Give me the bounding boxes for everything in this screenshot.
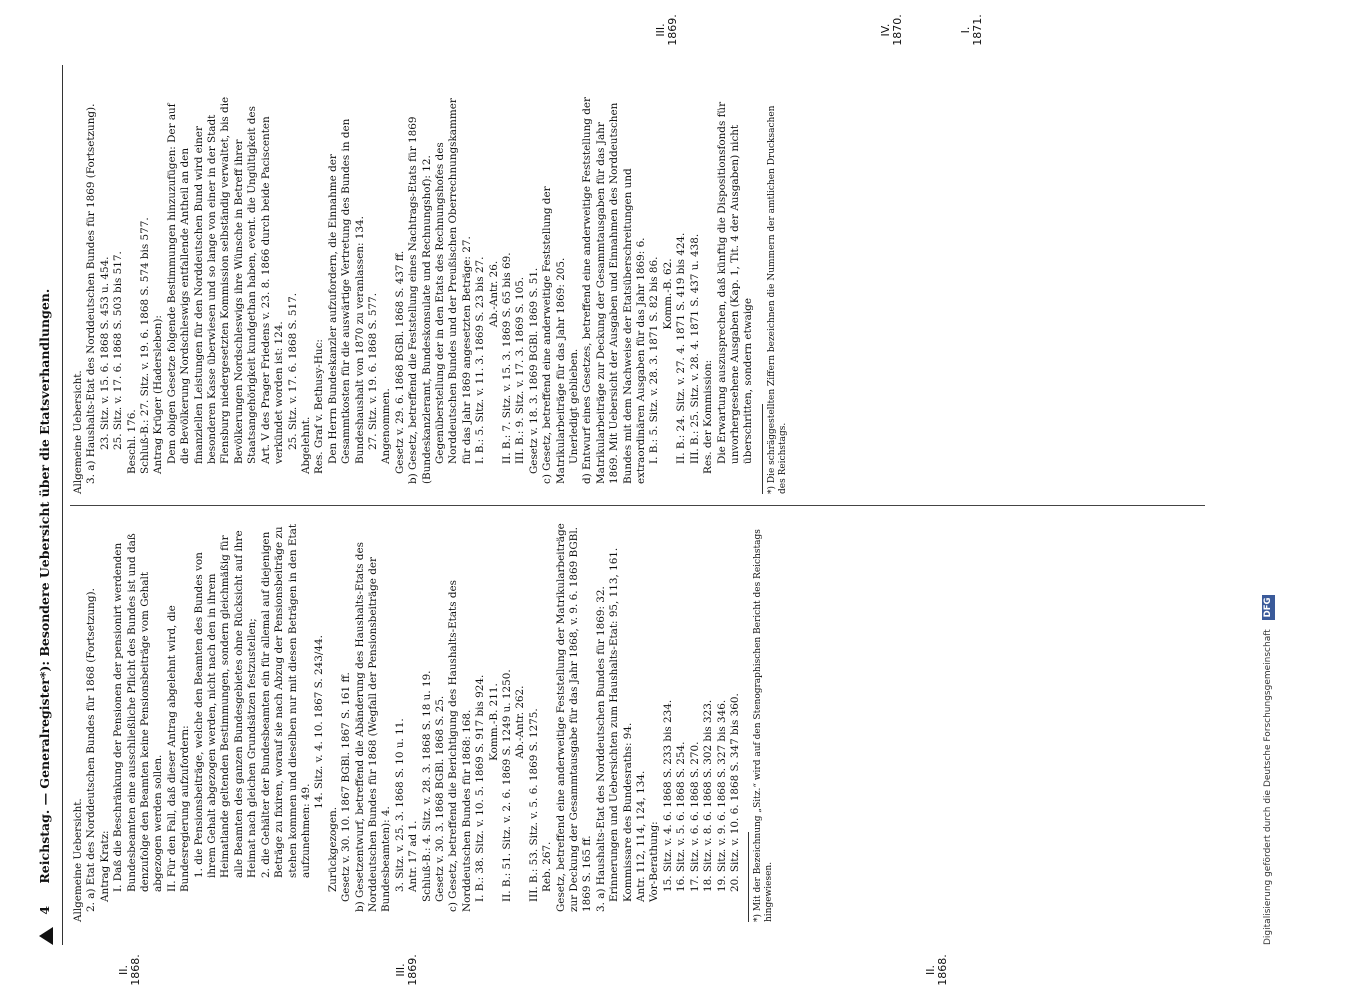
- margin-note-left-3: II. 1868.: [924, 954, 949, 986]
- entry: b) Gesetz, betreffend die Feststellung eines Nachtrags-Etats für 1869 (Bundeskanzleramt, Bundeskonsulate und Rechnungshof): 12.: [407, 116, 433, 484]
- entry: I. Daß die Beschränkung der Pensionen der pensionirt werdenden Bundesbeamten eine ausschließliche Pflicht des Bundes ist und daß denzufolge den Beamten keine Pensionsbeiträge vom Gehalt abgezogen werden sollen.: [112, 533, 165, 892]
- entry: Komm.-B. 62.: [661, 258, 674, 330]
- entry: 3. a) Haushalts-Etat des Norddeutschen Bundes für 1869 (Fortsetzung).: [85, 103, 98, 484]
- entry: Den Herrn Bundeskanzler aufzufordern, die Einnahme der Gesammtkosten für die auswärtige Vertretung des Bundes in den Bundeshaushalt von 1870 zu veranlassen: 134.: [326, 118, 366, 464]
- entry: 2. a) Etat des Norddeutschen Bundes für 1868 (Fortsetzung).: [85, 588, 98, 912]
- entry: II. B.: 51. Sitz. v. 2. 6. 1869 S. 1249 u. 1250.: [501, 669, 513, 902]
- section-heading: Allgemeine Uebersicht.: [72, 370, 84, 494]
- entry: 15. Sitz. v. 4. 6. 1868 S. 233 bis 234.: [661, 699, 674, 892]
- entry: 25. Sitz. v. 17. 6. 1868 S. 517.: [286, 292, 299, 450]
- entry: 20. Sitz. v. 10. 6. 1868 S. 347 bis 360.: [728, 693, 741, 892]
- entry: Res. der Kommission:: [702, 359, 715, 474]
- section-heading: Allgemeine Uebersicht.: [72, 798, 84, 922]
- entry: Erinnerungen und Uebersichten zum Haushalts-Etat: 95, 113, 161.: [608, 547, 621, 902]
- margin-note-left-2: III. 1869.: [394, 954, 419, 986]
- entry: Unerledigt geblieben.: [568, 348, 581, 464]
- footnote-rule: [748, 832, 749, 922]
- entry: Kommissare des Bundesraths: 94.: [621, 722, 634, 902]
- margin-note-right-1: III. 1869.: [654, 14, 679, 46]
- entry: Komm.-B. 211.: [487, 683, 500, 761]
- entry: Abgelehnt.: [299, 416, 312, 474]
- entry: Gegenüberstellung der in den Etats des Rechnungshofes des Norddeutschen Bundes und der Preußischen Oberrechnungskammer für das Jahr 1869 angesetzten Beträge: 27.: [433, 98, 473, 464]
- entry: 14. Sitz. v. 4. 10. 1867 S. 243/44.: [313, 635, 326, 809]
- margin-note-right-2: IV. 1870.: [879, 14, 904, 46]
- credit-text: Digitalisierung gefördert durch die Deutsche Forschungsgemeinschaft: [1263, 629, 1273, 945]
- entry: Vor-Berathung:: [648, 821, 661, 902]
- entry: Res. Graf v. Bethusy-Huc:: [313, 339, 326, 474]
- entry: II. B.: 7. Sitz. v. 15. 3. 1869 S. 65 bis 69.: [501, 252, 513, 464]
- margin-note-left-1: II. 1868.: [117, 954, 142, 986]
- entry: c) Gesetz, betreffend die Berichtigung des Haushalts-Etats des Norddeutschen Bundes für 1868: 168.: [447, 580, 473, 912]
- entry: Gesetz v. 18. 3. 1869 BGBl. 1869 S. 51.: [527, 267, 540, 474]
- entry: Dem obigen Gesetze folgende Bestimmungen hinzuzufügen: Der auf die Bevölkerung Nordschleswigs entfallende Antheil an den finanziellen Leistungen für den Norddeutschen Bund wird einer besonderen Kasse überwiesen und so lange von einer in der Stadt Flensburg niedergesetzten Kommission selbständig verwaltet, bis die Bevölkerungen Nordschleswigs ihre Wünsche in Betreff ihrer Staatsangehörigkeit kundgethan haben, event. die Ungültigkeit des Art. V des Prager Friedens v. 23. 8. 1866 durch beide Paciscenten verkündet worden ist: 124.: [165, 96, 286, 464]
- margin-note-right-3: I. 1871.: [959, 14, 984, 46]
- entry: 3. a) Haushalts-Etat des Norddeutschen Bundes für 1869: 32.: [594, 586, 607, 912]
- page-title: Reichstag. — Generalregister*): Besondere Uebersicht über die Etatsverhandlungen.: [37, 288, 52, 884]
- entry: 2. die Gehälter der Bundesbeamten ein für allemal auf diejenigen Beträge zu fixiren, worauf sie nach Abzug der Pensionsbeiträge zu stehen kommen und dieselben nur mit diesen Beträgen in den Etat aufzunehmen: 49.: [259, 523, 312, 878]
- entry: Schluß-B.: 27. Sitz. v. 19. 6. 1868 S. 574 bis 577.: [139, 217, 152, 474]
- column-separator: [70, 505, 1205, 506]
- entry: II. B.: 24. Sitz. v. 27. 4. 1871 S. 419 bis 424.: [675, 232, 688, 464]
- entry: Zurückgezogen.: [326, 806, 339, 892]
- entry: 1. die Pensionsbeiträge, welche den Beamten des Bundes von ihrem Gehalt abgezogen werden, nicht nach den in ihrem Heimatlande geltenden Bestimmungen, sondern gleichmäßig für alle Beamten des ganzen Bundesgebietes ohne Rücksicht auf ihre Heimat nach gleichen Grundsätzen festzustellen;: [192, 530, 259, 878]
- footnote-rule: [762, 404, 763, 494]
- entry: Antrag Kratz:: [98, 830, 111, 902]
- entry: I. B.: 38. Sitz. v. 10. 5. 1869 S. 917 bis 924.: [474, 674, 487, 902]
- entry: 19. Sitz. v. 9. 6. 1868 S. 327 bis 346.: [715, 699, 728, 892]
- running-head: [38, 65, 60, 945]
- entry: Reb. 267.: [541, 841, 554, 892]
- header-rule: [62, 65, 63, 945]
- entry: 27. Sitz. v. 19. 6. 1868 S. 577.: [366, 292, 379, 450]
- entry: I. B.: 5. Sitz. v. 28. 3. 1871 S. 82 bis 86.: [648, 256, 661, 464]
- entry: Gesetz, betreffend eine anderweitige Feststellung der Matrikularbeiträge zur Deckung der Gesammtausgabe für das Jahr 1868, v. 9. 6. 1869 BGBl. 1869 S. 165 ff.: [554, 523, 594, 912]
- entry: 3. Sitz. v. 25. 3. 1868 S. 10 u. 11.: [393, 718, 406, 892]
- entry: b) Gesetzentwurf, betreffend die Abänderung des Haushalts-Etats des Norddeutschen Bundes für 1868 (Wegfall der Pensionsbeiträge der Bundesbeamten): 4.: [353, 542, 393, 912]
- entry: d) Entwurf eines Gesetzes, betreffend eine anderweitige Feststellung der Matrikularbeiträge zur Deckung der Gesammtausgaben für das Jahr 1869. Mit Uebersicht der Ausgaben und Einnahmen des Norddeutschen Bundes mit dem Nachweise der Etatsüberschreitungen und extraordinären Ausgaben für das Jahr 1869: 6.: [581, 97, 648, 484]
- entry: Ab.-Antr. 26.: [487, 260, 500, 328]
- entry: Angenommen.: [380, 388, 393, 464]
- entry: Gesetz v. 30. 10. 1867 BGBl. 1867 S. 161 ff.: [340, 672, 353, 902]
- right-column: [72, 94, 789, 494]
- entry: Beschl. 176.: [125, 409, 138, 474]
- footnote: *) Die schräggestellten Ziffern bezeichnen die Nummern der amtlichen Drucksachen des Reichstags.: [766, 105, 788, 494]
- entry: III. B.: 9. Sitz. v. 17. 3. 1869 S. 105.: [514, 276, 527, 464]
- entry: II. Für den Fall, daß dieser Antrag abgelehnt wird, die Bundesregierung aufzufordern:: [165, 605, 192, 892]
- page-number: 4: [37, 905, 52, 915]
- entry: Die Erwartung auszusprechen, daß künftig die Dispositionsfonds für unvorhergesehene Ausgaben (Kap. 1, Tit. 4 der Ausgaben) nicht überschritten, sondern etwaige: [715, 101, 755, 464]
- digitization-credit: [1262, 45, 1275, 945]
- reichstag-logo-icon: [39, 927, 53, 945]
- entry: Antr. 112, 114, 124, 134.: [635, 770, 648, 902]
- entry: Gesetz v. 30. 3. 1868 BGBl. 1868 S. 25.: [433, 695, 446, 902]
- entry: Ab.-Antr. 262.: [514, 685, 527, 759]
- entry: 23. Sitz. v. 15. 6. 1868 S. 453 u. 454.: [98, 256, 111, 450]
- entry: Schluß-B.: 4. Sitz. v. 28. 3. 1868 S. 18 u. 19.: [420, 670, 433, 902]
- entry: III. B.: 53. Sitz. v. 5. 6. 1869 S. 1275.: [527, 708, 540, 902]
- entry: I. B.: 5. Sitz. v. 11. 3. 1869 S. 23 bis 27.: [474, 256, 487, 464]
- left-column: [72, 522, 775, 922]
- footnote: *) Mit der Bezeichnung „Sitz.“ wird auf den Stenographischen Bericht des Reichstags hingewiesen.: [753, 529, 775, 922]
- entry: Gesetz v. 29. 6. 1868 BGBl. 1868 S. 437 ff.: [393, 250, 406, 474]
- entry: Antr. 17 ad 1.: [407, 820, 420, 892]
- entry: 25. Sitz. v. 17. 6. 1868 S. 503 bis 517.: [112, 251, 125, 450]
- entry: 17. Sitz. v. 6. 6. 1868 S. 270.: [688, 741, 701, 892]
- entry: 16. Sitz. v. 5. 6. 1868 S. 254.: [675, 741, 688, 892]
- dfg-logo-icon: DFG: [1262, 595, 1275, 621]
- entry: c) Gesetz, betreffend eine anderweitige Feststellung der Matrikularbeiträge für das Jahr 1869: 205.: [541, 186, 567, 484]
- entry: III. B.: 25. Sitz. v. 28. 4. 1871 S. 437 u. 438.: [688, 233, 701, 464]
- entry: 18. Sitz. v. 8. 6. 1868 S. 302 bis 323.: [702, 699, 715, 892]
- entry: Antrag Krüger (Hadersleben):: [152, 315, 165, 474]
